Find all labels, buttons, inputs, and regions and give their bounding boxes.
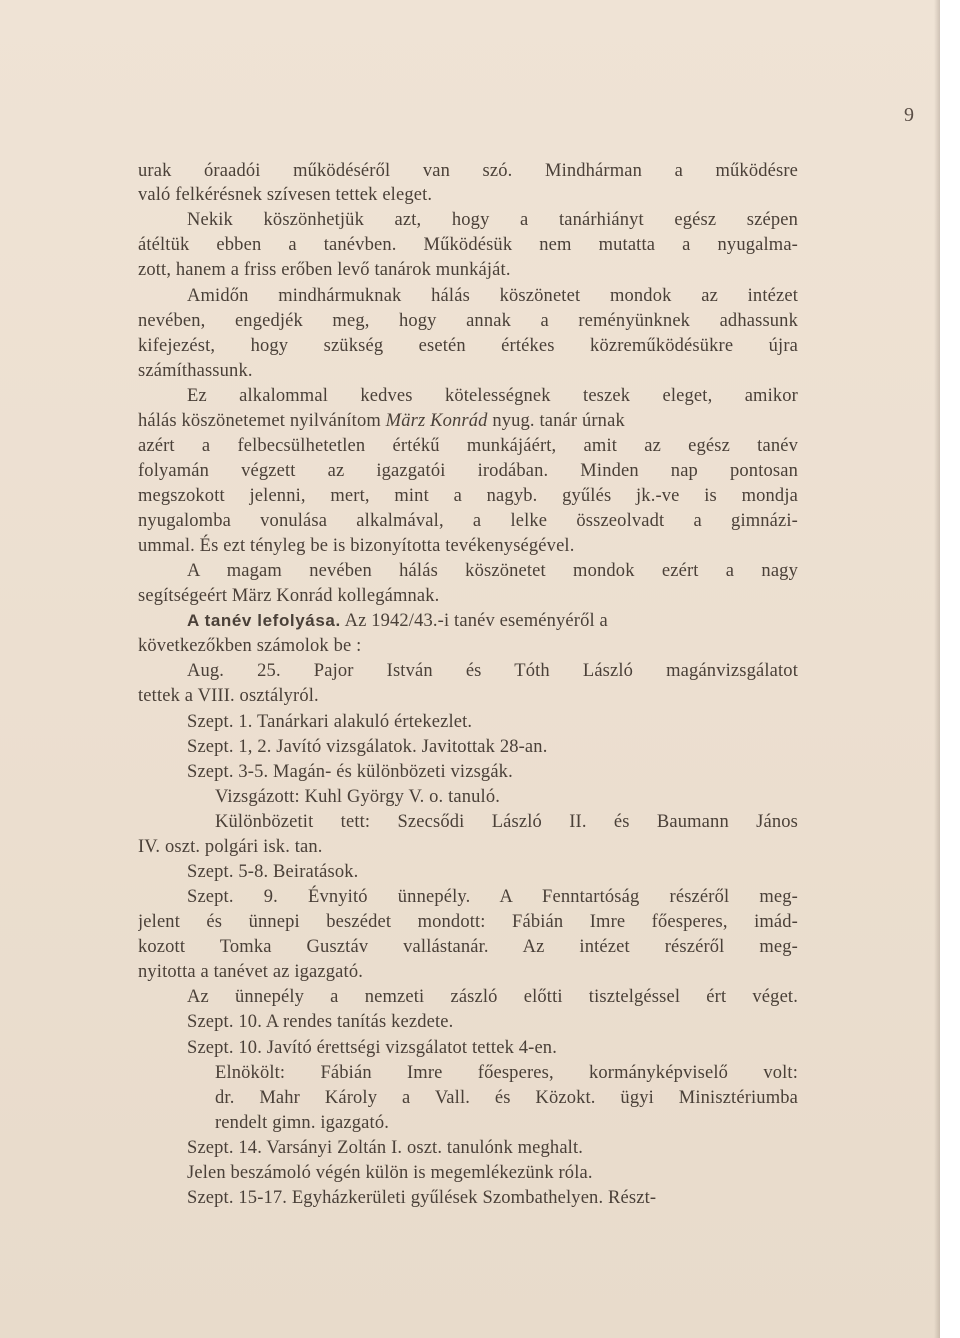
text-line: Szept. 10. A rendes tanítás kezdete. xyxy=(187,1012,454,1032)
text-line: való felkérésnek szívesen tettek eleget. xyxy=(138,185,433,205)
text-line: jelent és ünnepi beszédet mondott: Fábián Imre főesperes, imád- xyxy=(138,912,798,932)
section-heading: A tanév lefolyása. xyxy=(187,611,341,630)
text-line: Szept. 1. Tanárkari alakuló értekezlet. xyxy=(187,712,473,732)
text-line: Szept. 5-8. Beiratások. xyxy=(187,862,359,882)
text-line: Szept. 9. Évnyitó ünnepély. A Fenntartóság részéről meg- xyxy=(187,887,798,907)
text-line: ummal. És ezt tényleg be is bizonyította tevékenységével. xyxy=(138,536,575,556)
text-line: Aug. 25. Pajor István és Tóth László magánvizsgálatot xyxy=(187,661,798,681)
text-line: Vizsgázott: Kuhl György V. o. tanuló. xyxy=(215,787,501,807)
text-line: Szept. 3-5. Magán- és különbözeti vizsgák. xyxy=(187,762,513,782)
text-line: kifejezést, hogy szükség esetén értékes közreműködésükre újra xyxy=(138,336,798,356)
page-number: 9 xyxy=(904,104,914,126)
text-line: azért a felbecsülhetetlen értékű munkájáért, amit az egész tanév xyxy=(138,436,798,456)
text-line: tettek a VIII. osztályról. xyxy=(138,686,319,706)
text-line: segítségeért März Konrád kollegámnak. xyxy=(138,586,440,606)
text-line: nyugalomba vonulása alkalmával, a lelke összeolvadt a gimnázi- xyxy=(138,511,798,531)
text-line: átéltük ebben a tanévben. Működésük nem mutatta a nyugalma- xyxy=(138,235,798,255)
text-line: Az ünnepély a nemzeti zászló előtti tisztelgéssel ért véget. xyxy=(187,987,798,1007)
text-line: nyitotta a tanévet az igazgató. xyxy=(138,962,364,982)
text-line xyxy=(138,409,798,433)
text-run: nyug. tanár úrnak xyxy=(492,411,625,431)
text-run: Az 1942/43.-i tanév eseményéről a xyxy=(344,611,608,631)
page-margin-strip xyxy=(940,0,960,1338)
text-line: számíthassunk. xyxy=(138,361,253,381)
text-line: Különbözetit tett: Szecsődi László II. és Baumann János xyxy=(215,812,798,832)
text-line: Amidőn mindhármuknak hálás köszönetet mondok az intézet xyxy=(187,286,798,306)
text-line: dr. Mahr Károly a Vall. és Közokt. ügyi Minisztériumba xyxy=(215,1088,798,1108)
text-line: Szept. 15-17. Egyházkerületi gyűlések Szombathelyen. Részt- xyxy=(187,1188,657,1208)
text-line: nevében, engedjék meg, hogy annak a reményünknek adhassunk xyxy=(138,311,798,331)
text-line xyxy=(187,609,798,633)
text-line: Elnökölt: Fábián Imre főesperes, kormányképviselő volt: xyxy=(215,1063,798,1083)
text-line: A magam nevében hálás köszönetet mondok ezért a nagy xyxy=(187,561,798,581)
text-line: megszokott jelenni, mert, mint a nagyb. gyűlés jk.-ve is mondja xyxy=(138,486,798,506)
text-run: hálás köszönetemet nyilvánítom xyxy=(138,411,381,431)
text-line: Ez alkalommal kedves kötelességnek teszek eleget, amikor xyxy=(187,386,798,406)
name-italic: März Konrád xyxy=(385,411,488,431)
text-line: Szept. 1, 2. Javító vizsgálatok. Javitottak 28-an. xyxy=(187,737,548,757)
text-line: Szept. 14. Varsányi Zoltán I. oszt. tanulónk meghalt. xyxy=(187,1138,584,1158)
text-line: zott, hanem a friss erőben levő tanárok munkáját. xyxy=(138,260,511,280)
text-line: Nekik köszönhetjük azt, hogy a tanárhiányt egész szépen xyxy=(187,210,798,230)
text-line: Jelen beszámoló végén külön is megemlékezünk róla. xyxy=(187,1163,593,1183)
text-line: Szept. 10. Javító érettségi vizsgálatot tettek 4-en. xyxy=(187,1038,557,1058)
text-line: rendelt gimn. igazgató. xyxy=(215,1113,390,1133)
text-line: folyamán végzett az igazgatói irodában. Minden nap pontosan xyxy=(138,461,798,481)
text-line: következőkben számolok be : xyxy=(138,636,362,656)
text-line: IV. oszt. polgári isk. tan. xyxy=(138,837,323,857)
text-line: kozott Tomka Gusztáv vallástanár. Az intézet részéről meg- xyxy=(138,937,798,957)
text-line: urak óraadói működéséről van szó. Mindhárman a működésre xyxy=(138,161,798,181)
